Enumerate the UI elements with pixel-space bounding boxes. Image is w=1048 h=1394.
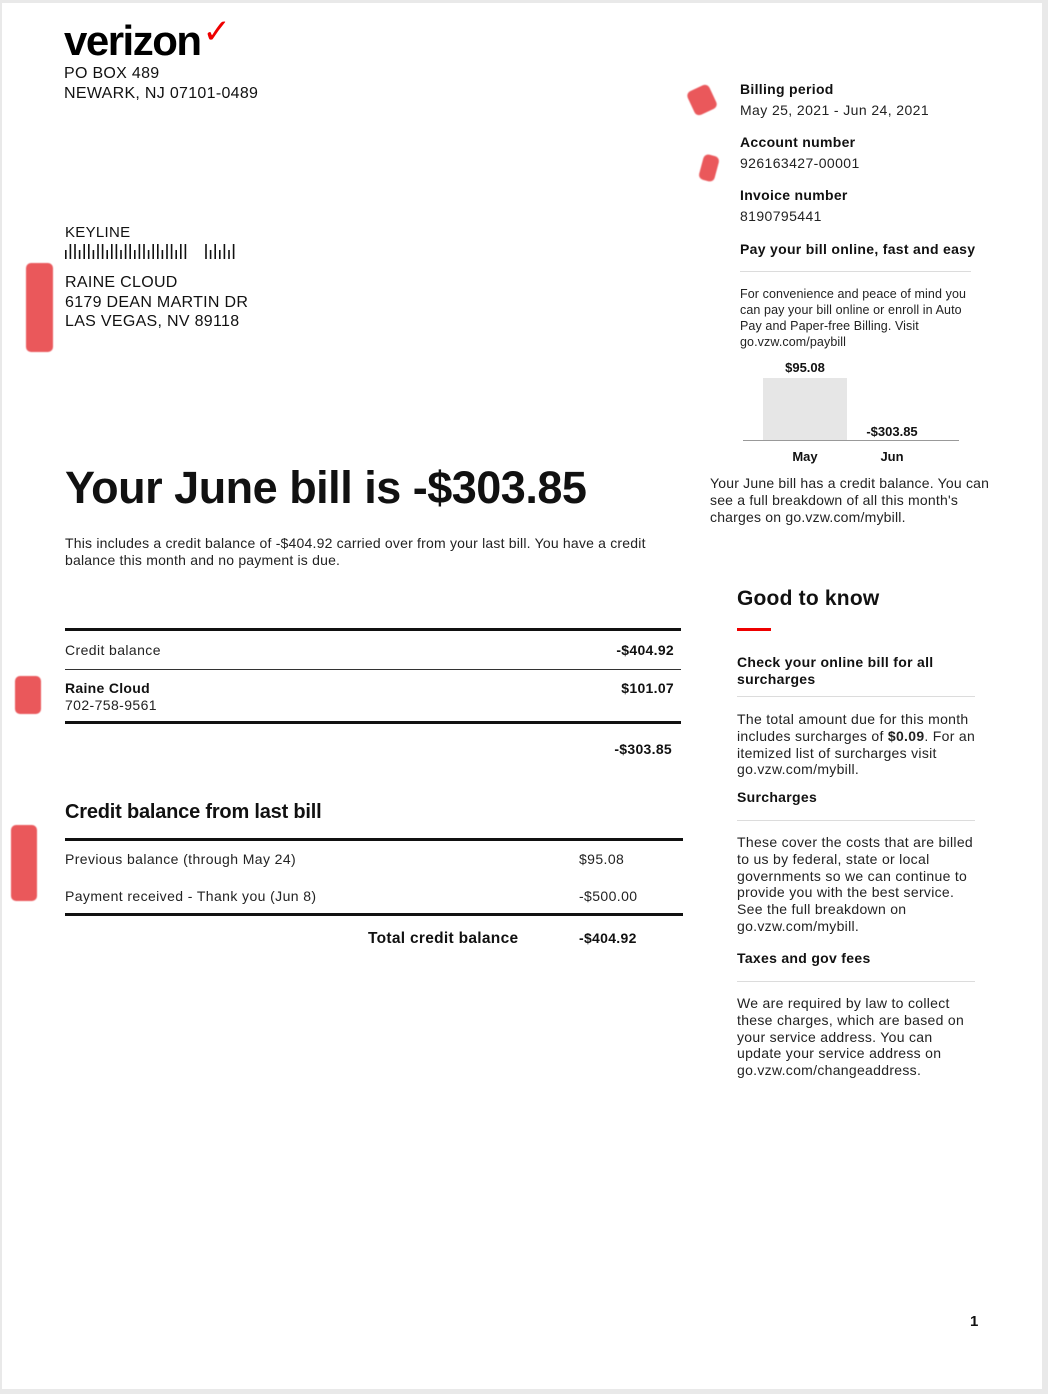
redaction-mark <box>698 153 720 182</box>
redaction-mark <box>15 676 41 714</box>
previous-balance-value: $95.08 <box>579 851 625 867</box>
gtk-body-text: . For an itemized list of surcharges visit go.vzw.com/mybill. <box>737 727 976 778</box>
invoice-number-label: Invoice number <box>740 187 848 203</box>
mailing-address <box>65 273 248 332</box>
chart-value-label: $95.08 <box>785 360 825 375</box>
surcharge-amount: $0.09 <box>887 727 925 744</box>
chart-category-label: May <box>792 449 818 464</box>
accent-bar <box>737 628 771 631</box>
bill-headline: Your June bill is -$303.85 <box>65 462 587 513</box>
line-number: 702-758-9561 <box>65 697 157 713</box>
credit-balance-label: Credit balance <box>65 642 161 658</box>
checkmark-icon: ✓ <box>202 13 230 51</box>
chart-category-label: Jun <box>880 449 904 464</box>
good-to-know-title: Good to know <box>737 587 880 610</box>
total-credit-value: -$404.92 <box>579 930 637 946</box>
postal-barcode <box>65 244 245 259</box>
divider <box>737 696 975 697</box>
credit-section-title: Credit balance from last bill <box>65 801 322 823</box>
divider <box>65 669 681 670</box>
mailing-city: LAS VEGAS, NV 89118 <box>65 313 240 330</box>
mailing-name: RAINE CLOUD <box>65 274 178 291</box>
payment-received-label: Payment received - Thank you (Jun 8) <box>65 888 317 904</box>
line-amount: $101.07 <box>621 680 674 696</box>
return-address-line-1: PO BOX 489 <box>64 65 160 82</box>
redaction-mark <box>11 825 37 901</box>
summary-top-rule <box>65 628 681 631</box>
bill-description: This includes a credit balance of -$404.92 carried over from your last bill. You have a credit balance this month and no payment is due. <box>65 535 646 568</box>
account-number-value: 926163427-00001 <box>740 155 860 171</box>
chart-bar-may <box>763 378 847 440</box>
gtk-heading-surcharges-check: Check your online bill for all surcharges <box>737 654 934 687</box>
gtk-body-text: The total amount due for this month includes surcharges of <box>737 711 969 744</box>
credit-bottom-rule <box>65 913 683 916</box>
mailing-street: 6179 DEAN MARTIN DR <box>65 293 249 311</box>
chart-note: Your June bill has a credit balance. You can see a full breakdown of all this month's charges on go.vzw.com/mybill. <box>710 475 990 525</box>
invoice-number-value: 8190795441 <box>740 208 822 224</box>
previous-balance-label: Previous balance (through May 24) <box>65 851 297 867</box>
gtk-heading-surcharges: Surcharges <box>737 789 818 805</box>
credit-balance-value: -$404.92 <box>616 642 674 658</box>
pay-online-label: Pay your bill online, fast and easy <box>740 241 976 257</box>
chart-value-label: -$303.85 <box>866 424 918 439</box>
redaction-mark <box>686 83 719 117</box>
bill-history-chart <box>732 353 972 468</box>
gtk-body-surcharges-check <box>737 711 977 778</box>
redaction-mark <box>26 263 53 352</box>
bill-page <box>2 3 1042 1389</box>
gtk-body-taxes: We are required by law to collect these charges, which are based on your service address. You can update your service address on go.vzw.com/changeaddress. <box>737 995 965 1079</box>
credit-top-rule <box>65 838 683 841</box>
summary-bottom-rule <box>65 721 681 724</box>
divider <box>737 981 975 982</box>
page-number: 1 <box>970 1313 979 1330</box>
account-number-label: Account number <box>740 134 856 150</box>
billing-period-label: Billing period <box>740 81 834 97</box>
gtk-body-surcharges: These cover the costs that are billed to us by federal, state or local governments so we can continue to provide you with the best service. See the full breakdown on go.vzw.com/mybill. <box>737 834 973 934</box>
logo-wordmark: verizon <box>64 17 201 64</box>
return-address <box>64 64 258 103</box>
pay-online-text: For convenience and peace of mind you can pay your bill online or enroll in Auto Pay and Paper-free Billing. Visit go.vzw.com/paybill <box>740 287 967 349</box>
billing-period-value: May 25, 2021 - Jun 24, 2021 <box>740 102 930 118</box>
keyline-label: KEYLINE <box>65 224 131 241</box>
divider <box>737 820 975 821</box>
gtk-heading-taxes: Taxes and gov fees <box>737 950 871 966</box>
line-name: Raine Cloud <box>65 680 150 696</box>
summary-total: -$303.85 <box>614 741 672 757</box>
verizon-logo <box>64 13 230 68</box>
divider <box>740 271 971 272</box>
payment-received-value: -$500.00 <box>579 888 638 904</box>
return-address-line-2: NEWARK, NJ 07101-0489 <box>64 84 259 102</box>
total-credit-label: Total credit balance <box>368 930 519 947</box>
